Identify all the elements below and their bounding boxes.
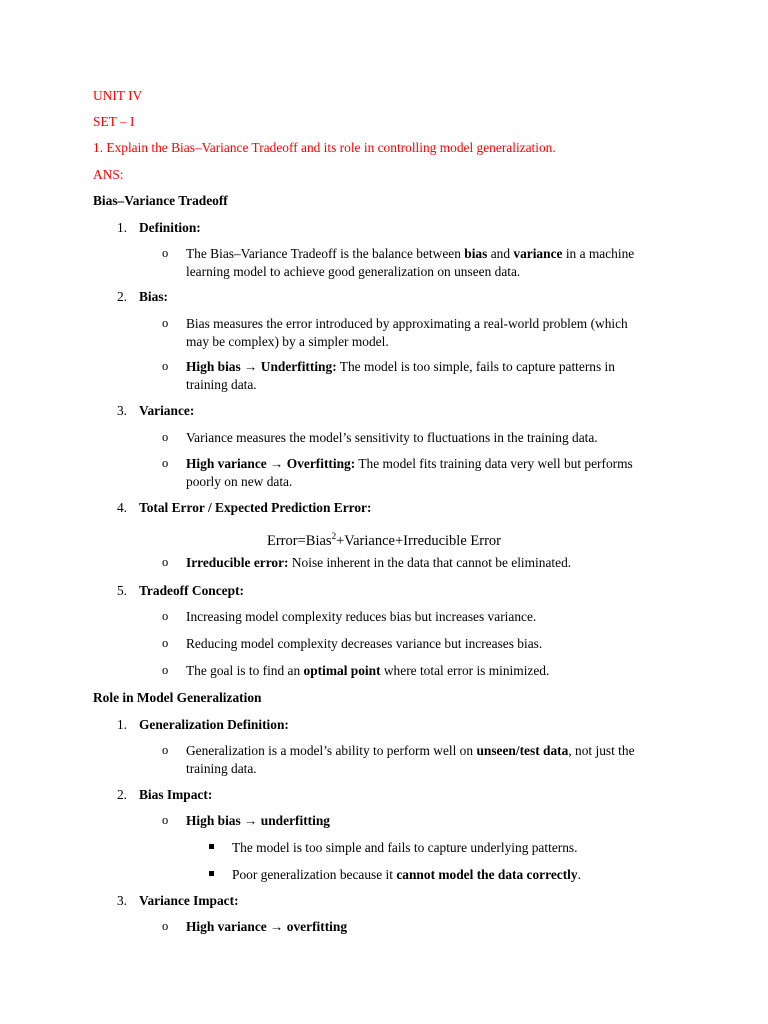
bullet-square-icon	[209, 844, 214, 849]
list-number: 3.	[116, 893, 127, 908]
list-item: Irreducible error: Noise inherent in the data that cannot be eliminated.	[186, 555, 572, 570]
item-heading-bias-impact: Bias Impact:	[139, 787, 213, 802]
list-item: Reducing model complexity decreases variance but increases bias.	[186, 636, 543, 651]
bullet-circle-icon: o	[162, 456, 169, 470]
section-title-bias-variance-tradeoff: Bias–Variance Tradeoff	[93, 193, 228, 208]
list-number: 3.	[116, 403, 127, 418]
list-number: 1.	[116, 717, 127, 732]
bullet-circle-icon: o	[162, 555, 169, 569]
bullet-circle-icon: o	[162, 663, 169, 677]
list-number: 5.	[116, 583, 127, 598]
error-formula: Error=Bias$^2$+Variance+Irreducible Error	[267, 531, 501, 549]
bullet-circle-icon: o	[162, 636, 169, 650]
list-item: High variance → Overfitting: The model fits training data very well but performs poorly on new data.	[186, 456, 633, 489]
item-heading-bias: Bias:	[139, 289, 169, 304]
bullet-circle-icon: o	[162, 609, 169, 623]
list-item: The goal is to find an optimal point where total error is minimized.	[186, 663, 550, 678]
list-item: Variance measures the model’s sensitivity to fluctuations in the training data.	[186, 430, 598, 445]
question-text: 1. Explain the Bias–Variance Tradeoff and its role in controlling model generalization.	[93, 140, 556, 155]
list-number: 1.	[116, 220, 127, 235]
bullet-circle-icon: o	[162, 743, 169, 757]
item-heading-tradeoff-concept: Tradeoff Concept:	[139, 583, 244, 598]
list-number: 2.	[116, 787, 127, 802]
list-item: High bias → Underfitting: The model is too simple, fails to capture patterns in training data.	[186, 359, 615, 392]
bullet-circle-icon: o	[162, 246, 169, 260]
list-item: Poor generalization because it cannot model the data correctly.	[232, 867, 581, 882]
list-item: Generalization is a model’s ability to perform well on unseen/test data, not just the training data.	[186, 743, 635, 776]
item-heading-variance-impact: Variance Impact:	[139, 893, 239, 908]
list-item: Bias measures the error introduced by approximating a real-world problem (which may be complex) by a simpler model.	[186, 316, 628, 349]
list-item: The Bias–Variance Tradeoff is the balance between bias and variance in a machine learning model to achieve good generalization on unseen data.	[186, 246, 635, 279]
list-item: High variance → overfitting	[186, 919, 348, 934]
list-item: High bias → underfitting	[186, 813, 330, 828]
bullet-circle-icon: o	[162, 359, 169, 373]
answer-label: ANS:	[93, 167, 124, 182]
bullet-circle-icon: o	[162, 919, 169, 933]
list-number: 4.	[116, 500, 127, 515]
unit-heading: UNIT IV	[93, 88, 143, 103]
list-number: 2.	[116, 289, 127, 304]
set-heading: SET – I	[93, 114, 135, 129]
item-heading-variance: Variance:	[139, 403, 195, 418]
item-heading-definition: Definition:	[139, 220, 201, 235]
item-heading-generalization-definition: Generalization Definition:	[139, 717, 289, 732]
list-item: The model is too simple and fails to capture underlying patterns.	[232, 840, 578, 855]
item-heading-total-error: Total Error / Expected Prediction Error:	[139, 500, 372, 515]
bullet-square-icon	[209, 871, 214, 876]
bullet-circle-icon: o	[162, 316, 169, 330]
bullet-circle-icon: o	[162, 430, 169, 444]
section-title-role-in-generalization: Role in Model Generalization	[93, 690, 262, 705]
list-item: Increasing model complexity reduces bias but increases variance.	[186, 609, 537, 624]
bullet-circle-icon: o	[162, 813, 169, 827]
